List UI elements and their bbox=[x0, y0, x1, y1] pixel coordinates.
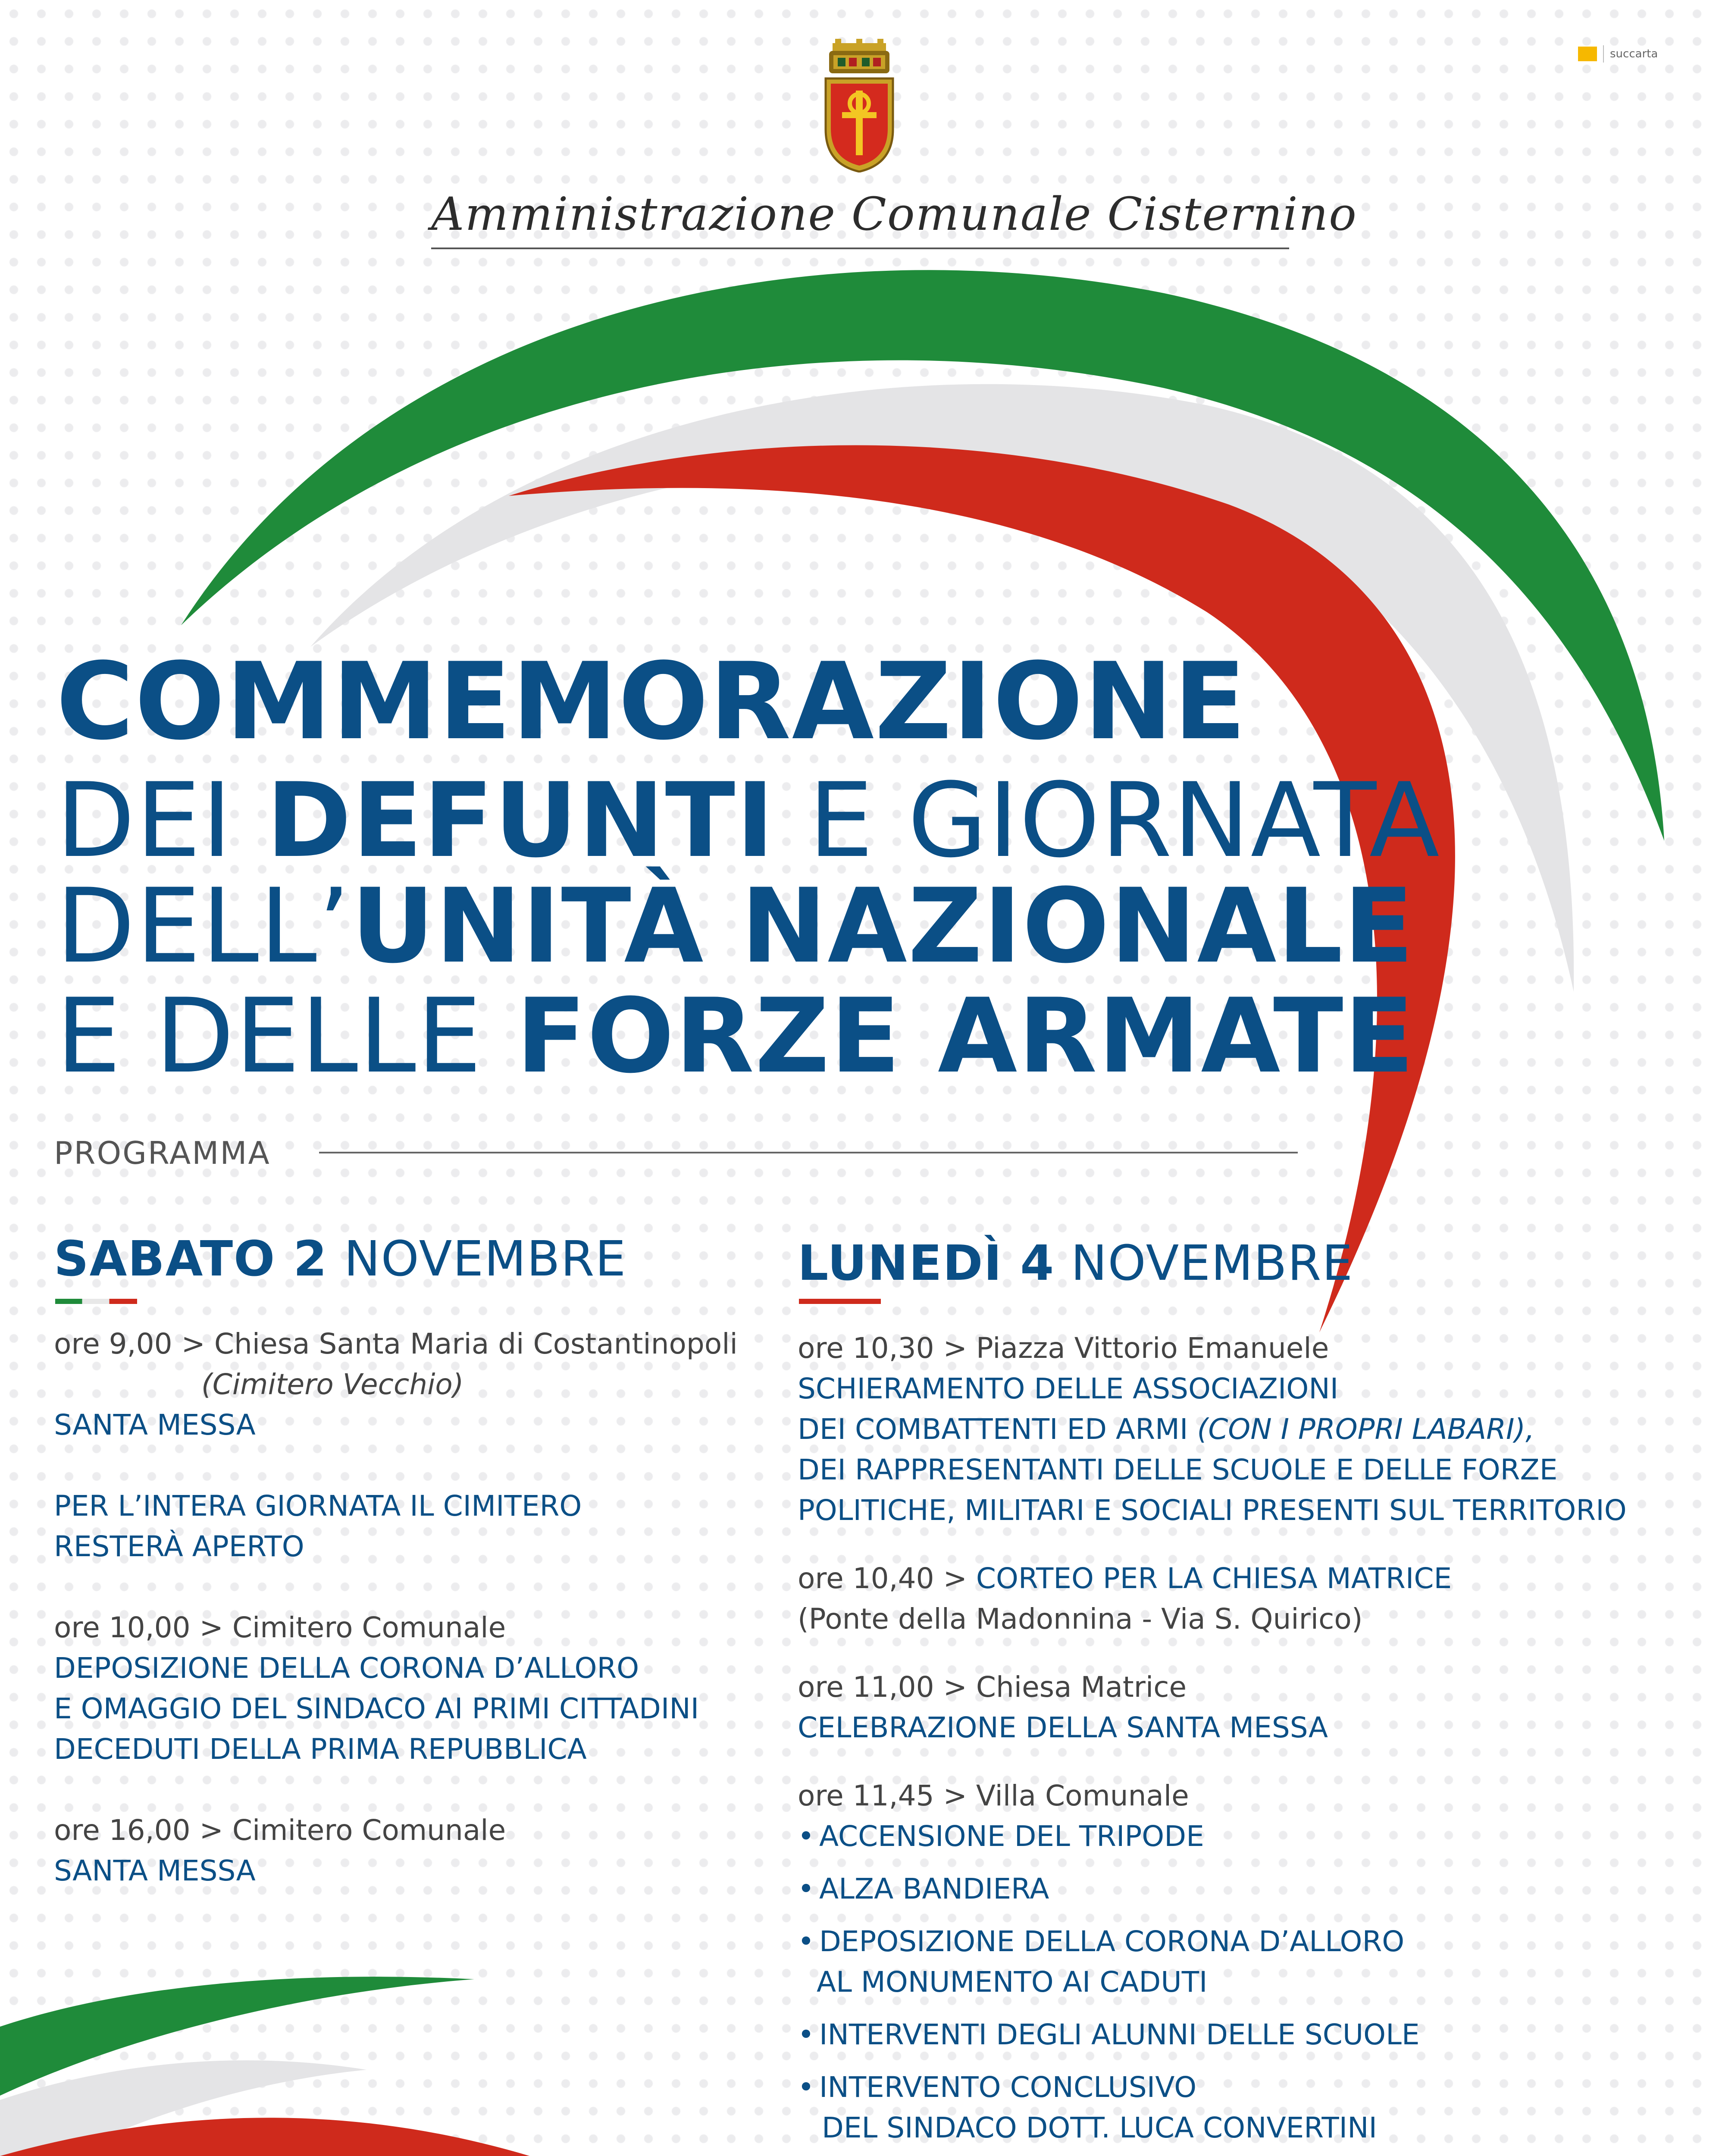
day2-time-4: ore 11,45 > Villa Comunale bbox=[798, 1779, 1189, 1812]
spacer bbox=[54, 1770, 738, 1810]
headline-2c: E GIORNATA bbox=[775, 761, 1440, 881]
day2-program bbox=[798, 1328, 1627, 2148]
spacer bbox=[798, 2002, 1627, 2015]
spacer bbox=[798, 1639, 1627, 1667]
sponsor-logo-icon bbox=[1578, 47, 1597, 61]
day2-bullet-1: • ACCENSIONE DEL TRIPODE bbox=[798, 1816, 1627, 1857]
headline-4b: FORZE ARMATE bbox=[516, 977, 1415, 1096]
day2-red-stripe bbox=[799, 1299, 881, 1304]
day2-bullet-3-line-2: AL MONUMENTO AI CADUTI bbox=[817, 1965, 1208, 1999]
day1-note-line-2: RESTERÀ APERTO bbox=[54, 1530, 304, 1563]
day1-event-3: SANTA MESSA bbox=[54, 1854, 256, 1887]
day2-event-1-line-2a: DEI COMBATTENTI ED ARMI bbox=[798, 1413, 1197, 1446]
headline-line-3 bbox=[56, 867, 1415, 986]
day2-event-1-line-4: POLITICHE, MILITARI E SOCIALI PRESENTI SUL TERRITORIO bbox=[798, 1494, 1627, 1527]
administration-title: Amministrazione Comunale Cisternino bbox=[431, 188, 1357, 241]
sponsor-logo-text: succarta bbox=[1610, 47, 1658, 60]
day2-time-3: ore 11,00 > Chiesa Matrice bbox=[798, 1670, 1187, 1704]
day1-time-3: ore 16,00 > Cimitero Comunale bbox=[54, 1814, 506, 1847]
day2-time-2-label: ore 10,40 > bbox=[798, 1562, 976, 1595]
day2-time-2 bbox=[798, 1558, 1627, 1599]
day2-title-rest: NOVEMBRE bbox=[1055, 1235, 1354, 1291]
day1-event-2-line-1: DEPOSIZIONE DELLA CORONA D’ALLORO bbox=[54, 1651, 639, 1685]
day1-tricolor-stripe bbox=[55, 1299, 137, 1304]
day2-event-3: CELEBRAZIONE DELLA SANTA MESSA bbox=[798, 1711, 1328, 1744]
headline-4a: E DELLE bbox=[56, 977, 516, 1096]
spacer bbox=[798, 1531, 1627, 1558]
headline-3b: UNITÀ NAZIONALE bbox=[351, 867, 1415, 986]
day2-time-1: ore 10,30 > Piazza Vittorio Emanuele bbox=[798, 1332, 1329, 1365]
administration-rule bbox=[431, 248, 1289, 249]
day1-location-note: (Cimitero Vecchio) bbox=[201, 1368, 464, 1401]
coat-of-arms-icon bbox=[820, 39, 898, 172]
day2-event-1-line-3: DEI RAPPRESENTANTI DELLE SCUOLE E DELLE FORZE bbox=[798, 1453, 1558, 1486]
spacer bbox=[798, 1857, 1627, 1869]
programma-label: PROGRAMMA bbox=[54, 1135, 271, 1171]
spacer bbox=[798, 1748, 1627, 1776]
programma-rule bbox=[319, 1152, 1298, 1153]
day2-bullet-5-line-2: DEL SINDACO DOTT. LUCA CONVERTINI bbox=[822, 2111, 1377, 2144]
day1-event-1: SANTA MESSA bbox=[54, 1408, 256, 1442]
headline-line-2 bbox=[56, 761, 1440, 881]
day2-bullet-4: • INTERVENTI DEGLI ALUNNI DELLE SCUOLE bbox=[798, 2015, 1627, 2055]
headline-3a: DELL’ bbox=[56, 867, 351, 986]
day1-time-1: ore 9,00 > Chiesa Santa Maria di Costantinopoli bbox=[54, 1327, 738, 1360]
day2-event-2: CORTEO PER LA CHIESA MATRICE bbox=[976, 1562, 1452, 1595]
sponsor-logos bbox=[1578, 45, 1658, 63]
day2-bullet-5-line-1: • INTERVENTO CONCLUSIVO bbox=[798, 2067, 1627, 2108]
spacer bbox=[798, 2055, 1627, 2067]
day2-event-1-line-1: SCHIERAMENTO DELLE ASSOCIAZIONI bbox=[798, 1372, 1339, 1405]
spacer bbox=[54, 1445, 738, 1486]
day1-title bbox=[54, 1231, 626, 1287]
day2-event-2-route: (Ponte della Madonnina - Via S. Quirico) bbox=[798, 1602, 1363, 1636]
day1-event-2-line-2: E OMAGGIO DEL SINDACO AI PRIMI CITTADINI bbox=[54, 1692, 699, 1725]
day2-bullet-2: • ALZA BANDIERA bbox=[798, 1869, 1627, 1909]
spacer bbox=[54, 1567, 738, 1608]
day2-title-bold: LUNEDÌ 4 bbox=[798, 1235, 1055, 1291]
headline-line-1: COMMEMORAZIONE bbox=[56, 640, 1247, 764]
day2-event-1-line-2 bbox=[798, 1409, 1627, 1450]
day1-program bbox=[54, 1324, 738, 1891]
headline-line-4 bbox=[56, 977, 1415, 1096]
day1-note-line-1: PER L’INTERA GIORNATA IL CIMITERO bbox=[54, 1489, 582, 1523]
headline-2a: DEI bbox=[56, 761, 266, 881]
headline-2b: DEFUNTI bbox=[266, 761, 775, 881]
spacer bbox=[798, 1909, 1627, 1921]
day1-event-2-line-3: DECEDUTI DELLA PRIMA REPUBBLICA bbox=[54, 1733, 587, 1766]
day1-title-bold: SABATO 2 bbox=[54, 1231, 328, 1287]
day1-time-2: ore 10,00 > Cimitero Comunale bbox=[54, 1611, 506, 1644]
day2-bullet-3-line-1: • DEPOSIZIONE DELLA CORONA D’ALLORO bbox=[798, 1921, 1627, 1962]
day2-title bbox=[798, 1235, 1353, 1291]
day2-event-1-line-2b: (CON I PROPRI LABARI), bbox=[1197, 1413, 1535, 1446]
logo-divider bbox=[1603, 45, 1604, 63]
day1-title-rest: NOVEMBRE bbox=[328, 1231, 627, 1287]
